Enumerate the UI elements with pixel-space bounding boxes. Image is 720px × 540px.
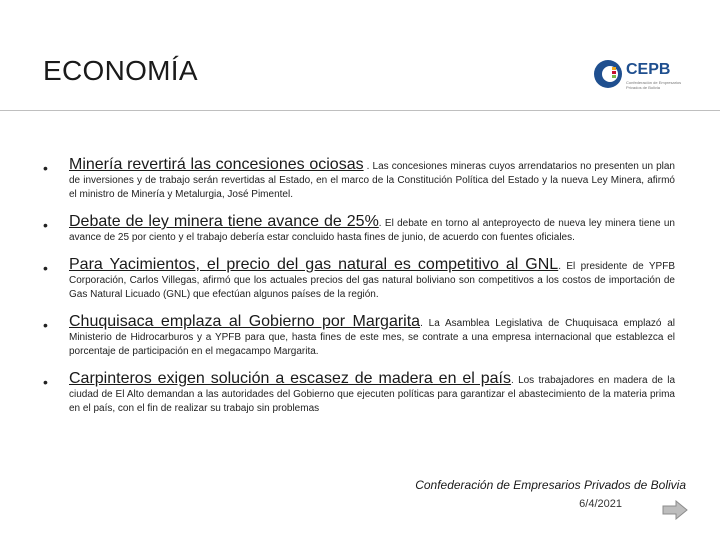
news-item-gas-natural [43,258,675,302]
footer-date: 6/4/2021 [579,498,622,510]
news-separator: . [420,318,429,329]
title-divider [0,110,720,111]
bullet-icon: • [43,160,48,176]
cepb-logo-text: CEPB [626,61,671,78]
next-slide-button[interactable] [662,500,688,520]
bullet-icon: • [43,374,48,390]
news-headline: Para Yacimientos, el precio del gas natural es competitivo al GNL [69,256,559,273]
news-list [43,158,675,429]
news-item-carpinteros [43,372,675,416]
bullet-icon: • [43,260,48,276]
bullet-icon: • [43,317,48,333]
news-headline: Debate de ley minera tiene avance de 25% [69,213,379,230]
arrow-right-icon [662,500,688,520]
news-body: El debate en torno al anteproyecto de nueva ley minera tiene un avance de 25 por ciento y el trabajo debería estar concluido hasta fines de junio, de acuerdo con fuentes oficiales. [69,218,675,243]
footer-organization: Confederación de Empresarios Privados de Bolivia [415,478,686,492]
bullet-icon: • [43,217,48,233]
news-separator: . [363,161,373,172]
news-separator: . [558,261,567,272]
news-separator: . [378,218,385,229]
news-body: Las concesiones mineras cuyos arrendatarios no presenten un plan de inversiones y de trabajo serán revertidas al Estado, en el marco de la Constitución Política del Estado y la nueva Ley Minera, afirmó el ministro de Minería y Metalurgia, José Pimentel. [69,161,675,200]
news-item-ley-minera [43,215,675,245]
cepb-logo-icon [592,58,624,90]
news-item-mineria [43,158,675,202]
news-separator: . [511,375,519,386]
news-body: El presidente de YPFB Corporación, Carlos Villegas, afirmó que los actuales precios del gas natural boliviano son competitivos a los costos de importación de Gas Natural Licuado (GNL) que efectúan algunos países de la región. [69,261,676,300]
news-headline: Chuquisaca emplaza al Gobierno por Margarita [69,313,421,330]
slide-title: ECONOMÍA [43,55,198,86]
cepb-logo-subtitle: Confederación de Empresarios Privados de Bolivia [626,80,682,90]
news-headline: Minería revertirá las concesiones ociosas [69,156,364,173]
cepb-logo [592,58,702,92]
news-headline: Carpinteros exigen solución a escasez de madera en el país [69,370,512,387]
news-body: Los trabajadores en madera de la ciudad de El Alto demandan a las autoridades del Gobierno que ejecuten políticas para garantizar el abastecimiento de la materia prima en el país, con el fin de realizar su trabajo sin problemas [69,375,675,414]
news-body: La Asamblea Legislativa de Chuquisaca emplazó al Ministerio de Hidrocarburos y a YPFB para que, hasta fines de este mes, se contrate a una empresa internacional que establezca el porcentaje de participación en el megacampo Margarita. [69,318,675,357]
news-item-chuquisaca [43,315,675,359]
